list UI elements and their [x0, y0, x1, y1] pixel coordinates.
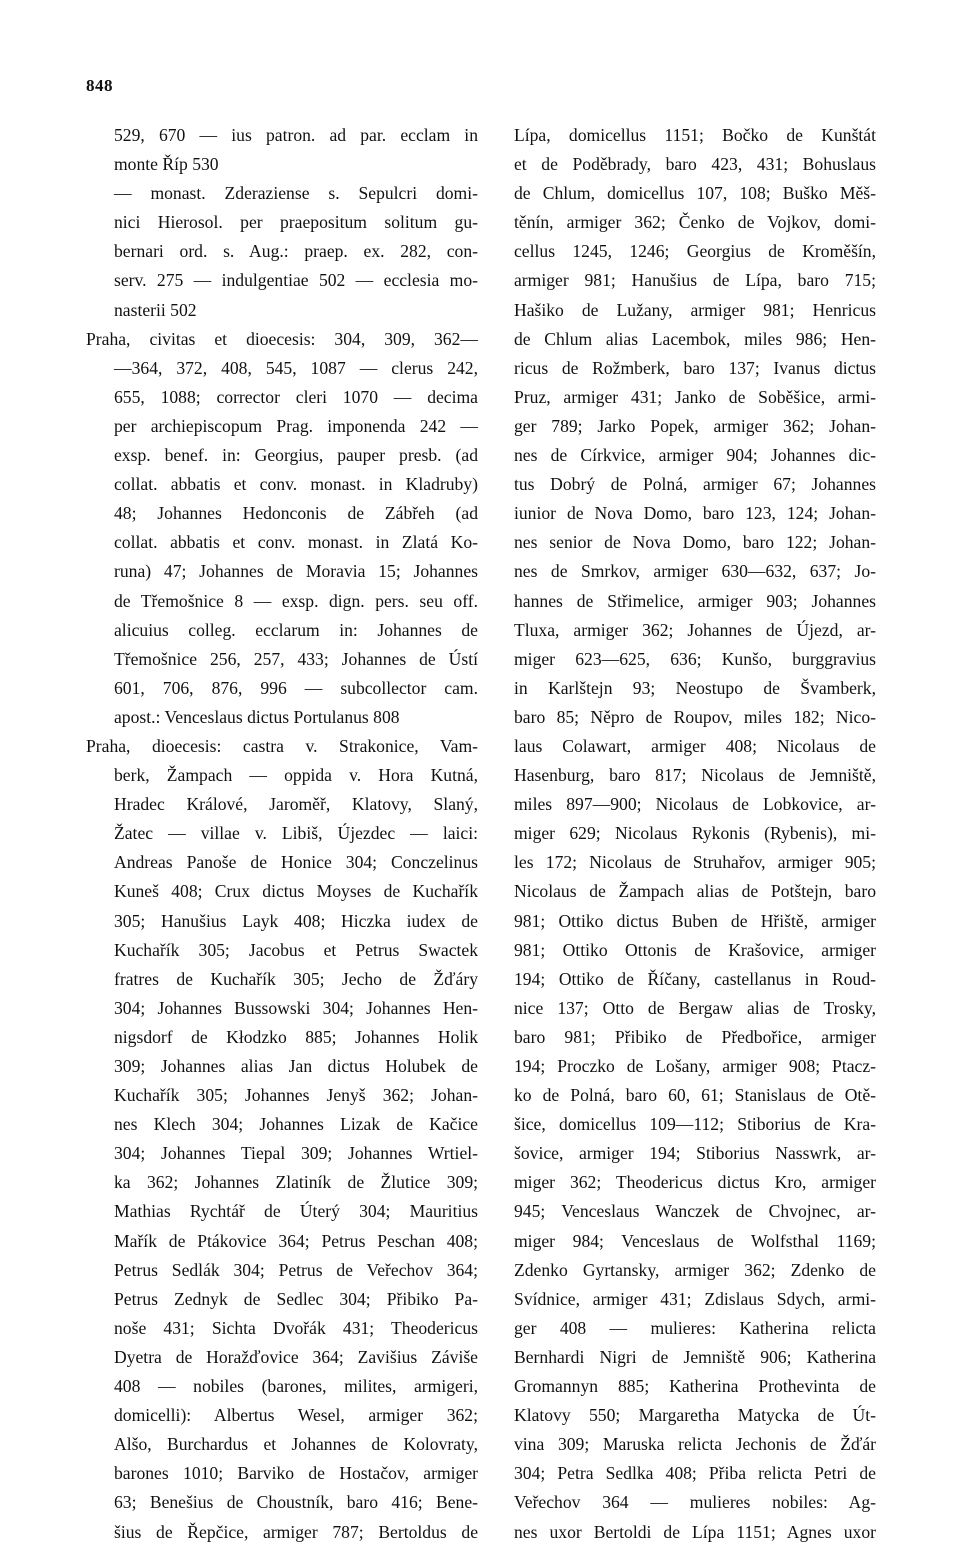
text-line: nigsdorf de Kłodzko 885; Johannes Holik	[114, 1026, 478, 1047]
text-line: iunior de Nova Domo, baro 123, 124; Johan-	[514, 503, 876, 524]
text-line: Dyetra de Horažďovice 364; Zavišius Záviše	[114, 1346, 478, 1367]
page-number: 848	[86, 76, 113, 95]
text-line: 305; Hanušius Layk 408; Hiczka iudex de	[114, 910, 478, 931]
text-line: apost.: Venceslaus dictus Portulanus 808	[114, 706, 400, 727]
text-line: ger 789; Jarko Popek, armiger 362; Johan-	[514, 415, 876, 436]
text-line: miles 897—900; Nicolaus de Lobkovice, ar-	[514, 794, 876, 815]
text-line: les 172; Nicolaus de Struhařov, armiger 905;	[514, 852, 876, 873]
text-line: noše 431; Sichta Dvořák 431; Theodericus	[114, 1317, 478, 1338]
text-line: Petrus Sedlák 304; Petrus de Veřechov 364;	[114, 1259, 478, 1280]
text-line: ger 408 — mulieres: Katherina relicta	[514, 1317, 876, 1338]
text-line: monte Říp 530	[114, 154, 219, 175]
text-line: 981; Ottiko Ottonis de Krašovice, armiger	[514, 939, 876, 960]
text-line: Kuchařík 305; Jacobus et Petrus Swactek	[114, 939, 478, 960]
text-line: Kuchařík 305; Johannes Jenyš 362; Johan-	[114, 1085, 478, 1106]
text-line: nici Hierosol. per praepositum solitum gu-	[114, 212, 478, 233]
text-line: in Karlštejn 93; Neostupo de Švamberk,	[514, 677, 876, 698]
text-line: miger 629; Nicolaus Rykonis (Rybenis), mi-	[514, 823, 876, 844]
text-line: Mathias Rychtář de Úterý 304; Mauritius	[114, 1201, 478, 1222]
text-line: 981; Ottiko dictus Buben de Hřiště, armiger	[514, 910, 876, 931]
text-line: exsp. benef. in: Georgius, pauper presb. (ad	[114, 445, 478, 466]
text-line: Kuneš 408; Crux dictus Moyses de Kuchařík	[114, 881, 478, 902]
text-line: Hasenburg, baro 817; Nicolaus de Jemniště,	[514, 765, 876, 786]
text-line: Nicolaus de Žampach alias de Potštejn, baro	[514, 881, 876, 902]
text-line: de Chlum, domicellus 107, 108; Buško Měš-	[514, 183, 876, 204]
text-line: ka 362; Johannes Zlatiník de Žlutice 309;	[114, 1172, 478, 1193]
text-line: Mařík de Ptákovice 364; Petrus Peschan 408;	[114, 1230, 478, 1251]
text-line: per archiepiscopum Prag. imponenda 242 —	[114, 415, 478, 436]
text-line: 304; Johannes Tiepal 309; Johannes Wrtiel-	[114, 1143, 478, 1164]
text-line: Veřechov 364 — mulieres nobiles: Ag-	[514, 1492, 876, 1513]
text-line: et de Poděbrady, baro 423, 431; Bohuslaus	[514, 154, 876, 175]
text-line: nes de Smrkov, armiger 630—632, 637; Jo-	[514, 561, 876, 582]
text-line: šovice, armiger 194; Stiborius Nasswrk, ar-	[514, 1143, 876, 1164]
text-line: šice, domicellus 109—112; Stiborius de Kra-	[514, 1114, 876, 1135]
text-line: de Třemošnice 8 — exsp. dign. pers. seu off.	[114, 590, 478, 611]
text-line: Praha, dioecesis: castra v. Strakonice, Vam-	[86, 735, 478, 756]
text-line: cellus 1245, 1246; Georgius de Kroměšín,	[514, 241, 876, 262]
text-line: domicelli): Albertus Wesel, armiger 362;	[114, 1405, 478, 1426]
text-line: laus Colawart, armiger 408; Nicolaus de	[514, 735, 876, 756]
text-line: Pruz, armiger 431; Janko de Soběšice, armi-	[514, 386, 876, 407]
text-line: — monast. Zderaziense s. Sepulcri domi-	[114, 183, 478, 204]
text-line: Zdenko Gyrtansky, armiger 362; Zdenko de	[514, 1259, 876, 1280]
text-line: Petrus Zednyk de Sedlec 304; Přibiko Pa-	[114, 1288, 478, 1309]
text-line: collat. abbatis et conv. monast. in Kladruby)	[114, 474, 478, 495]
text-line: nes uxor Bertoldi de Lípa 1151; Agnes uxor	[514, 1521, 876, 1542]
text-line: 408 — nobiles (barones, milites, armigeri,	[114, 1376, 478, 1397]
text-line: Praha, civitas et dioecesis: 304, 309, 362—	[86, 328, 478, 349]
text-line: Hradec Králové, Jaroměř, Klatovy, Slaný,	[114, 794, 478, 815]
text-line: ko de Polná, baro 60, 61; Stanislaus de Otě-	[514, 1085, 876, 1106]
text-line: 601, 706, 876, 996 — subcollector cam.	[114, 677, 478, 698]
text-line: 63; Benešius de Choustník, baro 416; Bene-	[114, 1492, 478, 1513]
text-line: nasterii 502	[114, 299, 197, 320]
text-line: bernari ord. s. Aug.: praep. ex. 282, con-	[114, 241, 478, 262]
text-line: 194; Proczko de Lošany, armiger 908; Ptacz-	[514, 1056, 876, 1076]
text-line: šius de Řepčice, armiger 787; Bertoldus de	[114, 1521, 478, 1542]
text-line: 194; Ottiko de Říčany, castellanus in Roud-	[514, 968, 876, 989]
left-column	[86, 121, 478, 1547]
text-line: —364, 372, 408, 545, 1087 — clerus 242,	[114, 357, 478, 378]
text-line: baro 85; Něpro de Roupov, miles 182; Nico-	[514, 706, 876, 727]
text-line: miger 984; Venceslaus de Wolfsthal 1169;	[514, 1230, 876, 1251]
text-line: ricus de Rožmberk, baro 137; Ivanus dictus	[514, 357, 876, 378]
text-line: 309; Johannes alias Jan dictus Holubek de	[114, 1056, 478, 1076]
text-line: fratres de Kuchařík 305; Jecho de Žďáry	[114, 968, 478, 989]
text-line: Tluxa, armiger 362; Johannes de Újezd, ar-	[514, 619, 876, 640]
text-line: 48; Johannes Hedonconis de Zábřeh (ad	[114, 503, 478, 524]
text-line: Bernhardi Nigri de Jemniště 906; Katherina	[514, 1346, 876, 1367]
text-line: Lípa, domicellus 1151; Bočko de Kunštát	[514, 125, 876, 145]
text-line: 529, 670 — ius patron. ad par. ecclam in	[114, 125, 478, 145]
text-line: alicuius colleg. ecclarum in: Johannes de	[114, 619, 478, 640]
text-line: berk, Žampach — oppida v. Hora Kutná,	[114, 765, 478, 786]
text-line: Andreas Panoše de Honice 304; Conczelinus	[114, 852, 478, 873]
text-line: de Chlum alias Lacembok, miles 986; Hen-	[514, 328, 876, 349]
text-line: 304; Petra Sedlka 408; Přiba relicta Petri de	[514, 1463, 876, 1484]
text-line: Třemošnice 256, 257, 433; Johannes de Ústí	[114, 648, 478, 669]
text-line: nes senior de Nova Domo, baro 122; Johan-	[514, 532, 876, 553]
text-line: miger 623—625, 636; Kunšo, burggravius	[514, 648, 876, 669]
text-line: nice 137; Otto de Bergaw alias de Trosky,	[514, 997, 876, 1018]
text-line: Hašiko de Lužany, armiger 981; Henricus	[514, 299, 876, 320]
text-line: těnín, armiger 362; Čenko de Vojkov, domi-	[514, 212, 876, 233]
text-line: collat. abbatis et conv. monast. in Zlatá Ko-	[114, 532, 478, 553]
text-line: 945; Venceslaus Wanczek de Chvojnec, ar-	[514, 1201, 876, 1222]
text-line: Alšo, Burchardus et Johannes de Kolovraty,	[114, 1434, 478, 1455]
text-line: Svídnice, armiger 431; Zdislaus Sdych, armi-	[514, 1288, 876, 1309]
text-line: vina 309; Maruska relicta Jechonis de Žďár	[514, 1434, 876, 1455]
text-line: Žatec — villae v. Libiš, Újezdec — laici:	[114, 823, 478, 844]
text-line: nes Klech 304; Johannes Lizak de Kačice	[114, 1114, 478, 1135]
text-line: nes de Církvice, armiger 904; Johannes dic-	[514, 445, 876, 466]
text-line: hannes de Střimelice, armiger 903; Johannes	[514, 590, 876, 611]
right-column	[514, 121, 876, 1547]
text-line: armiger 981; Hanušius de Lípa, baro 715;	[514, 270, 876, 291]
text-line: serv. 275 — indulgentiae 502 — ecclesia mo-	[114, 270, 478, 291]
text-line: baro 981; Přibiko de Předbořice, armiger	[514, 1026, 876, 1047]
text-line: 655, 1088; corrector cleri 1070 — decima	[114, 386, 478, 407]
text-line: barones 1010; Barviko de Hostačov, armiger	[114, 1463, 478, 1484]
text-line: 304; Johannes Bussowski 304; Johannes Hen-	[114, 997, 478, 1018]
text-line: Gromannyn 885; Katherina Prothevinta de	[514, 1376, 876, 1397]
text-line: miger 362; Theodericus dictus Kro, armiger	[514, 1172, 876, 1193]
text-line: Klatovy 550; Margaretha Matycka de Út-	[514, 1405, 876, 1426]
text-line: tus Dobrý de Polná, armiger 67; Johannes	[514, 474, 876, 495]
text-line: runa) 47; Johannes de Moravia 15; Johannes	[114, 561, 478, 582]
